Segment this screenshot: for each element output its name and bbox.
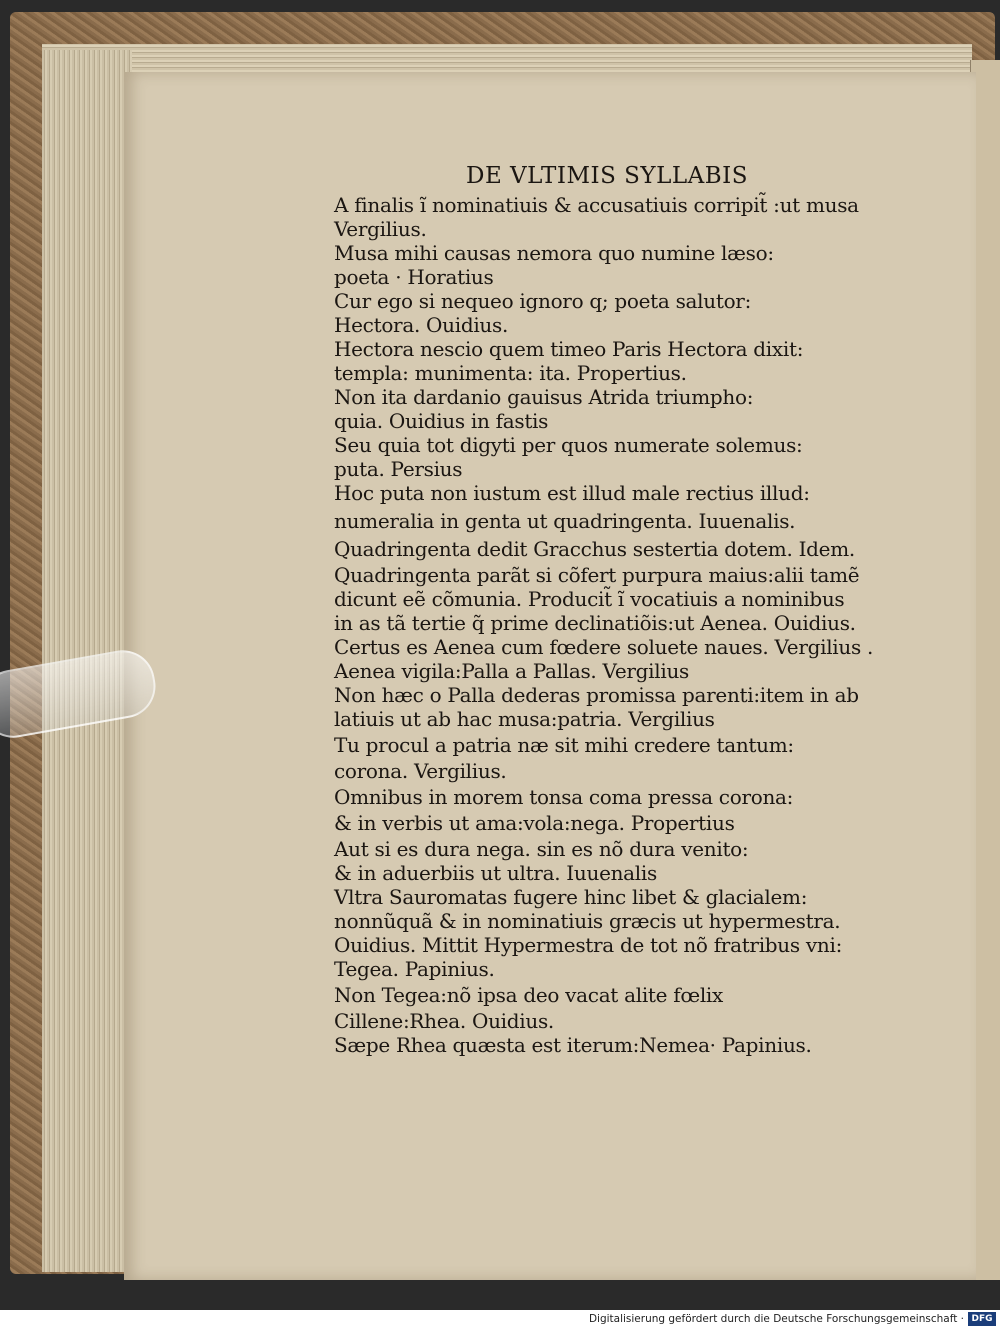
text-line: templa: munimenta: ita. Propertius. — [334, 361, 687, 385]
text-line: Quadringenta dedit Gracchus sestertia dotem. Idem. — [334, 537, 855, 561]
text-line: Tu procul a patria næ sit mihi credere tantum: — [334, 733, 794, 757]
text-line: & in aduerbiis ut ultra. Iuuenalis — [334, 861, 657, 885]
footer-bar — [0, 1310, 1000, 1328]
text-line: corona. Vergilius. — [334, 759, 507, 783]
text-line: Seu quia tot digyti per quos numerate solemus: — [334, 433, 803, 457]
text-line: Quadringenta parãt si cõfert purpura maius:alii tamẽ — [334, 563, 860, 587]
text-line: Cillene:Rhea. Ouidius. — [334, 1009, 554, 1033]
text-line: Omnibus in morem tonsa coma pressa corona: — [334, 785, 794, 809]
text-line: Non hæc o Palla dederas promissa parenti:item in ab — [334, 683, 859, 707]
text-line: Ouidius. Mittit Hypermestra de tot nõ fratribus vni: — [334, 933, 843, 957]
text-line: in as tã tertie q̃ prime declinatiõis:ut Aenea. Ouidius. — [334, 611, 856, 635]
text-line: Hoc puta non iustum est illud male rectius illud: — [334, 481, 810, 505]
text-line: numeralia in genta ut quadringenta. Iuuenalis. — [334, 509, 796, 533]
text-line: Certus es Aenea cum fœdere soluete naues. Vergilius . — [334, 635, 874, 659]
text-line: Cur ego si nequeo ignoro q; poeta salutor: — [334, 289, 752, 313]
text-line: Musa mihi causas nemora quo numine læso: — [334, 241, 774, 265]
text-line: Hectora. Ouidius. — [334, 313, 509, 337]
text-line: Sæpe Rhea quæsta est iterum:Nemea· Papinius. — [334, 1033, 812, 1057]
text-line: Vergilius. — [334, 217, 427, 241]
text-line: nonnũquã & in nominatiuis græcis ut hypermestra. — [334, 909, 841, 933]
page-heading: DE VLTIMIS SYLLABIS — [466, 163, 749, 189]
text-line: Aenea vigila:Palla a Pallas. Vergilius — [334, 659, 689, 683]
text-line: puta. Persius — [334, 457, 463, 481]
text-line: A finalis ĩ nominatiuis & accusatiuis corripit̃ :ut musa — [334, 193, 859, 217]
text-line: Hectora nescio quem timeo Paris Hectora dixit: — [334, 337, 804, 361]
dfg-logo[interactable]: DFG — [968, 1312, 996, 1326]
text-line: Vltra Sauromatas fugere hinc libet & glacialem: — [334, 885, 808, 909]
text-line: latiuis ut ab hac musa:patria. Vergilius — [334, 707, 715, 731]
text-line: dicunt eẽ cõmunia. Producit̃ ĩ vocatiuis a nominibus — [334, 587, 845, 611]
text-line: & in verbis ut ama:vola:nega. Propertius — [334, 811, 735, 835]
text-line: Tegea. Papinius. — [334, 957, 495, 981]
text-line: Non ita dardanio gauisus Atrida triumpho: — [334, 385, 754, 409]
text-line: quia. Ouidius in fastis — [334, 409, 549, 433]
text-line: Aut si es dura nega. sin es nõ dura venito: — [334, 837, 749, 861]
text-line: poeta · Horatius — [334, 265, 494, 289]
text-line: Non Tegea:nõ ipsa deo vacat alite fœlix — [334, 983, 724, 1007]
funding-credit: Digitalisierung gefördert durch die Deutsche Forschungsgemeinschaft · — [588, 1313, 964, 1325]
